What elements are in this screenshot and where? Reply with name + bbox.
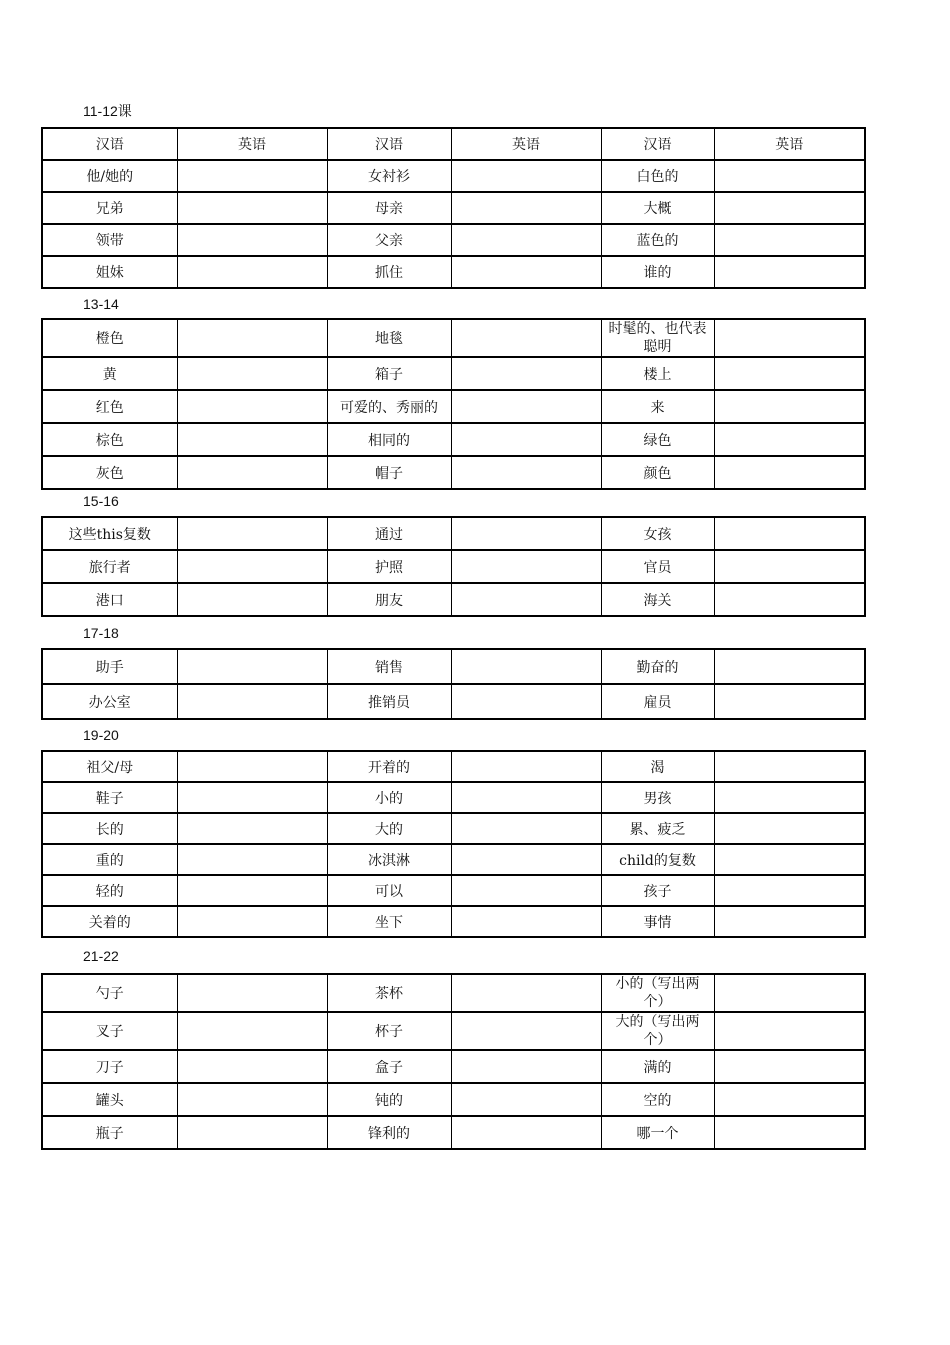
english-answer-cell[interactable] [451, 1116, 601, 1149]
english-answer-cell[interactable] [177, 649, 327, 684]
english-answer-cell[interactable] [714, 1083, 865, 1116]
chinese-word: 助手 [42, 649, 177, 684]
english-answer-cell[interactable] [451, 256, 601, 288]
chinese-word: 箱子 [327, 357, 451, 390]
chinese-word: 盒子 [327, 1050, 451, 1083]
english-answer-cell[interactable] [451, 782, 601, 813]
chinese-word: 事情 [601, 906, 714, 937]
english-answer-cell[interactable] [451, 649, 601, 684]
english-answer-cell[interactable] [714, 813, 865, 844]
english-answer-cell[interactable] [451, 192, 601, 224]
table-row [42, 423, 865, 456]
chinese-word: 绿色 [601, 423, 714, 456]
english-answer-cell[interactable] [714, 224, 865, 256]
table-row [42, 319, 865, 357]
chinese-word: 黄 [42, 357, 177, 390]
table-row [42, 224, 865, 256]
chinese-word: 白色的 [601, 160, 714, 192]
chinese-word: 可爱的、秀丽的 [327, 390, 451, 423]
english-answer-cell[interactable] [714, 684, 865, 719]
chinese-word: 男孩 [601, 782, 714, 813]
chinese-word: 锋利的 [327, 1116, 451, 1149]
chinese-word: 瓶子 [42, 1116, 177, 1149]
chinese-word: 累、疲乏 [601, 813, 714, 844]
chinese-word: 刀子 [42, 1050, 177, 1083]
english-answer-cell[interactable] [177, 684, 327, 719]
section-title-17-18: 17-18 [83, 625, 119, 641]
english-answer-cell[interactable] [714, 256, 865, 288]
chinese-word: 官员 [601, 550, 714, 583]
section-title-15-16: 15-16 [83, 493, 119, 509]
chinese-word: 相同的 [327, 423, 451, 456]
english-answer-cell[interactable] [451, 875, 601, 906]
english-answer-cell[interactable] [714, 160, 865, 192]
chinese-word: 护照 [327, 550, 451, 583]
vocab-table-19-20 [41, 750, 866, 938]
english-answer-cell[interactable] [451, 684, 601, 719]
chinese-word: 重的 [42, 844, 177, 875]
chinese-word: 时髦的、也代表聪明 [601, 319, 714, 357]
table-row [42, 390, 865, 423]
english-answer-cell[interactable] [714, 875, 865, 906]
english-answer-cell[interactable] [714, 583, 865, 616]
chinese-word: 鞋子 [42, 782, 177, 813]
section-title-21-22: 21-22 [83, 948, 119, 964]
chinese-word: 关着的 [42, 906, 177, 937]
english-answer-cell[interactable] [714, 357, 865, 390]
english-answer-cell[interactable] [451, 1083, 601, 1116]
chinese-word: 办公室 [42, 684, 177, 719]
english-answer-cell[interactable] [451, 813, 601, 844]
table-row [42, 1012, 865, 1050]
chinese-word: 他/她的 [42, 160, 177, 192]
chinese-word: 茶杯 [327, 974, 451, 1012]
chinese-word: 来 [601, 390, 714, 423]
table-row [42, 1116, 865, 1149]
chinese-word: 长的 [42, 813, 177, 844]
english-answer-cell[interactable] [451, 357, 601, 390]
english-answer-cell[interactable] [451, 751, 601, 782]
chinese-word: child的复数 [601, 844, 714, 875]
english-answer-cell[interactable] [451, 550, 601, 583]
chinese-word: 橙色 [42, 319, 177, 357]
table-row [42, 160, 865, 192]
chinese-word: 罐头 [42, 1083, 177, 1116]
english-answer-cell[interactable] [451, 423, 601, 456]
chinese-word: 旅行者 [42, 550, 177, 583]
english-answer-cell[interactable] [177, 583, 327, 616]
english-answer-cell[interactable] [177, 1050, 327, 1083]
header-english: 英语 [451, 128, 601, 160]
vocab-table-21-22 [41, 973, 866, 1150]
english-answer-cell[interactable] [177, 1116, 327, 1149]
english-answer-cell[interactable] [177, 517, 327, 550]
english-answer-cell[interactable] [177, 906, 327, 937]
english-answer-cell[interactable] [177, 456, 327, 489]
table-row [42, 684, 865, 719]
english-answer-cell[interactable] [177, 224, 327, 256]
english-answer-cell[interactable] [451, 974, 601, 1012]
header-english: 英语 [177, 128, 327, 160]
english-answer-cell[interactable] [177, 256, 327, 288]
chinese-word: 帽子 [327, 456, 451, 489]
chinese-word: 棕色 [42, 423, 177, 456]
chinese-word: 父亲 [327, 224, 451, 256]
english-answer-cell[interactable] [714, 456, 865, 489]
english-answer-cell[interactable] [177, 423, 327, 456]
chinese-word: 颜色 [601, 456, 714, 489]
english-answer-cell[interactable] [177, 390, 327, 423]
english-answer-cell[interactable] [177, 357, 327, 390]
english-answer-cell[interactable] [714, 649, 865, 684]
english-answer-cell[interactable] [177, 974, 327, 1012]
chinese-word: 兄弟 [42, 192, 177, 224]
table-row [42, 256, 865, 288]
chinese-word: 满的 [601, 1050, 714, 1083]
chinese-word: 小的 [327, 782, 451, 813]
chinese-word: 蓝色的 [601, 224, 714, 256]
header-chinese: 汉语 [601, 128, 714, 160]
table-row [42, 813, 865, 844]
chinese-word: 大概 [601, 192, 714, 224]
table-row [42, 583, 865, 616]
table-row [42, 844, 865, 875]
english-answer-cell[interactable] [714, 423, 865, 456]
english-answer-cell[interactable] [177, 813, 327, 844]
chinese-word: 可以 [327, 875, 451, 906]
chinese-word: 钝的 [327, 1083, 451, 1116]
table-row [42, 517, 865, 550]
vocab-table-11-12 [41, 127, 866, 289]
english-answer-cell[interactable] [714, 517, 865, 550]
chinese-word: 朋友 [327, 583, 451, 616]
english-answer-cell[interactable] [714, 192, 865, 224]
english-answer-cell[interactable] [177, 1083, 327, 1116]
chinese-word: 勤奋的 [601, 649, 714, 684]
chinese-word: 母亲 [327, 192, 451, 224]
english-answer-cell[interactable] [451, 1050, 601, 1083]
english-answer-cell[interactable] [714, 1012, 865, 1050]
chinese-word: 轻的 [42, 875, 177, 906]
english-answer-cell[interactable] [451, 319, 601, 357]
chinese-word: 冰淇淋 [327, 844, 451, 875]
table-header-row [42, 128, 865, 160]
english-answer-cell[interactable] [714, 974, 865, 1012]
chinese-word: 哪一个 [601, 1116, 714, 1149]
table-row [42, 751, 865, 782]
english-answer-cell[interactable] [714, 751, 865, 782]
chinese-word: 空的 [601, 1083, 714, 1116]
english-answer-cell[interactable] [177, 875, 327, 906]
table-row [42, 456, 865, 489]
vocab-table-15-16 [41, 516, 866, 617]
chinese-word: 勺子 [42, 974, 177, 1012]
chinese-word: 孩子 [601, 875, 714, 906]
chinese-word: 女孩 [601, 517, 714, 550]
english-answer-cell[interactable] [714, 782, 865, 813]
vocab-table-13-14 [41, 318, 866, 490]
table-row [42, 192, 865, 224]
table-row [42, 649, 865, 684]
chinese-word: 这些this复数 [42, 517, 177, 550]
english-answer-cell[interactable] [714, 1116, 865, 1149]
chinese-word: 开着的 [327, 751, 451, 782]
chinese-word: 女衬衫 [327, 160, 451, 192]
english-answer-cell[interactable] [177, 319, 327, 357]
vocab-table-17-18 [41, 648, 866, 720]
table-row [42, 357, 865, 390]
chinese-word: 大的（写出两个） [601, 1012, 714, 1050]
chinese-word: 祖父/母 [42, 751, 177, 782]
chinese-word: 港口 [42, 583, 177, 616]
english-answer-cell[interactable] [177, 1012, 327, 1050]
english-answer-cell[interactable] [714, 906, 865, 937]
table-row [42, 1050, 865, 1083]
header-chinese: 汉语 [42, 128, 177, 160]
english-answer-cell[interactable] [451, 583, 601, 616]
section-title-19-20: 19-20 [83, 727, 119, 743]
chinese-word: 坐下 [327, 906, 451, 937]
english-answer-cell[interactable] [714, 319, 865, 357]
table-row [42, 875, 865, 906]
english-answer-cell[interactable] [451, 456, 601, 489]
section-title-11-12: 11-12课 [83, 103, 132, 119]
english-answer-cell[interactable] [177, 844, 327, 875]
english-answer-cell[interactable] [714, 844, 865, 875]
table-row [42, 974, 865, 1012]
english-answer-cell[interactable] [177, 192, 327, 224]
english-answer-cell[interactable] [451, 160, 601, 192]
english-answer-cell[interactable] [451, 517, 601, 550]
chinese-word: 杯子 [327, 1012, 451, 1050]
chinese-word: 销售 [327, 649, 451, 684]
english-answer-cell[interactable] [177, 782, 327, 813]
english-answer-cell[interactable] [451, 1012, 601, 1050]
header-english: 英语 [714, 128, 865, 160]
chinese-word: 雇员 [601, 684, 714, 719]
english-answer-cell[interactable] [177, 550, 327, 583]
chinese-word: 叉子 [42, 1012, 177, 1050]
chinese-word: 地毯 [327, 319, 451, 357]
chinese-word: 推销员 [327, 684, 451, 719]
table-row [42, 782, 865, 813]
english-answer-cell[interactable] [451, 390, 601, 423]
chinese-word: 渴 [601, 751, 714, 782]
chinese-word: 小的（写出两个） [601, 974, 714, 1012]
english-answer-cell[interactable] [714, 1050, 865, 1083]
chinese-word: 红色 [42, 390, 177, 423]
chinese-word: 大的 [327, 813, 451, 844]
chinese-word: 抓住 [327, 256, 451, 288]
english-answer-cell[interactable] [177, 751, 327, 782]
english-answer-cell[interactable] [451, 844, 601, 875]
english-answer-cell[interactable] [451, 906, 601, 937]
chinese-word: 通过 [327, 517, 451, 550]
english-answer-cell[interactable] [451, 224, 601, 256]
chinese-word: 领带 [42, 224, 177, 256]
english-answer-cell[interactable] [714, 390, 865, 423]
section-title-13-14: 13-14 [83, 296, 119, 312]
table-row [42, 550, 865, 583]
table-row [42, 906, 865, 937]
header-chinese: 汉语 [327, 128, 451, 160]
chinese-word: 谁的 [601, 256, 714, 288]
chinese-word: 海关 [601, 583, 714, 616]
english-answer-cell[interactable] [177, 160, 327, 192]
table-row [42, 1083, 865, 1116]
english-answer-cell[interactable] [714, 550, 865, 583]
chinese-word: 姐妹 [42, 256, 177, 288]
chinese-word: 楼上 [601, 357, 714, 390]
chinese-word: 灰色 [42, 456, 177, 489]
